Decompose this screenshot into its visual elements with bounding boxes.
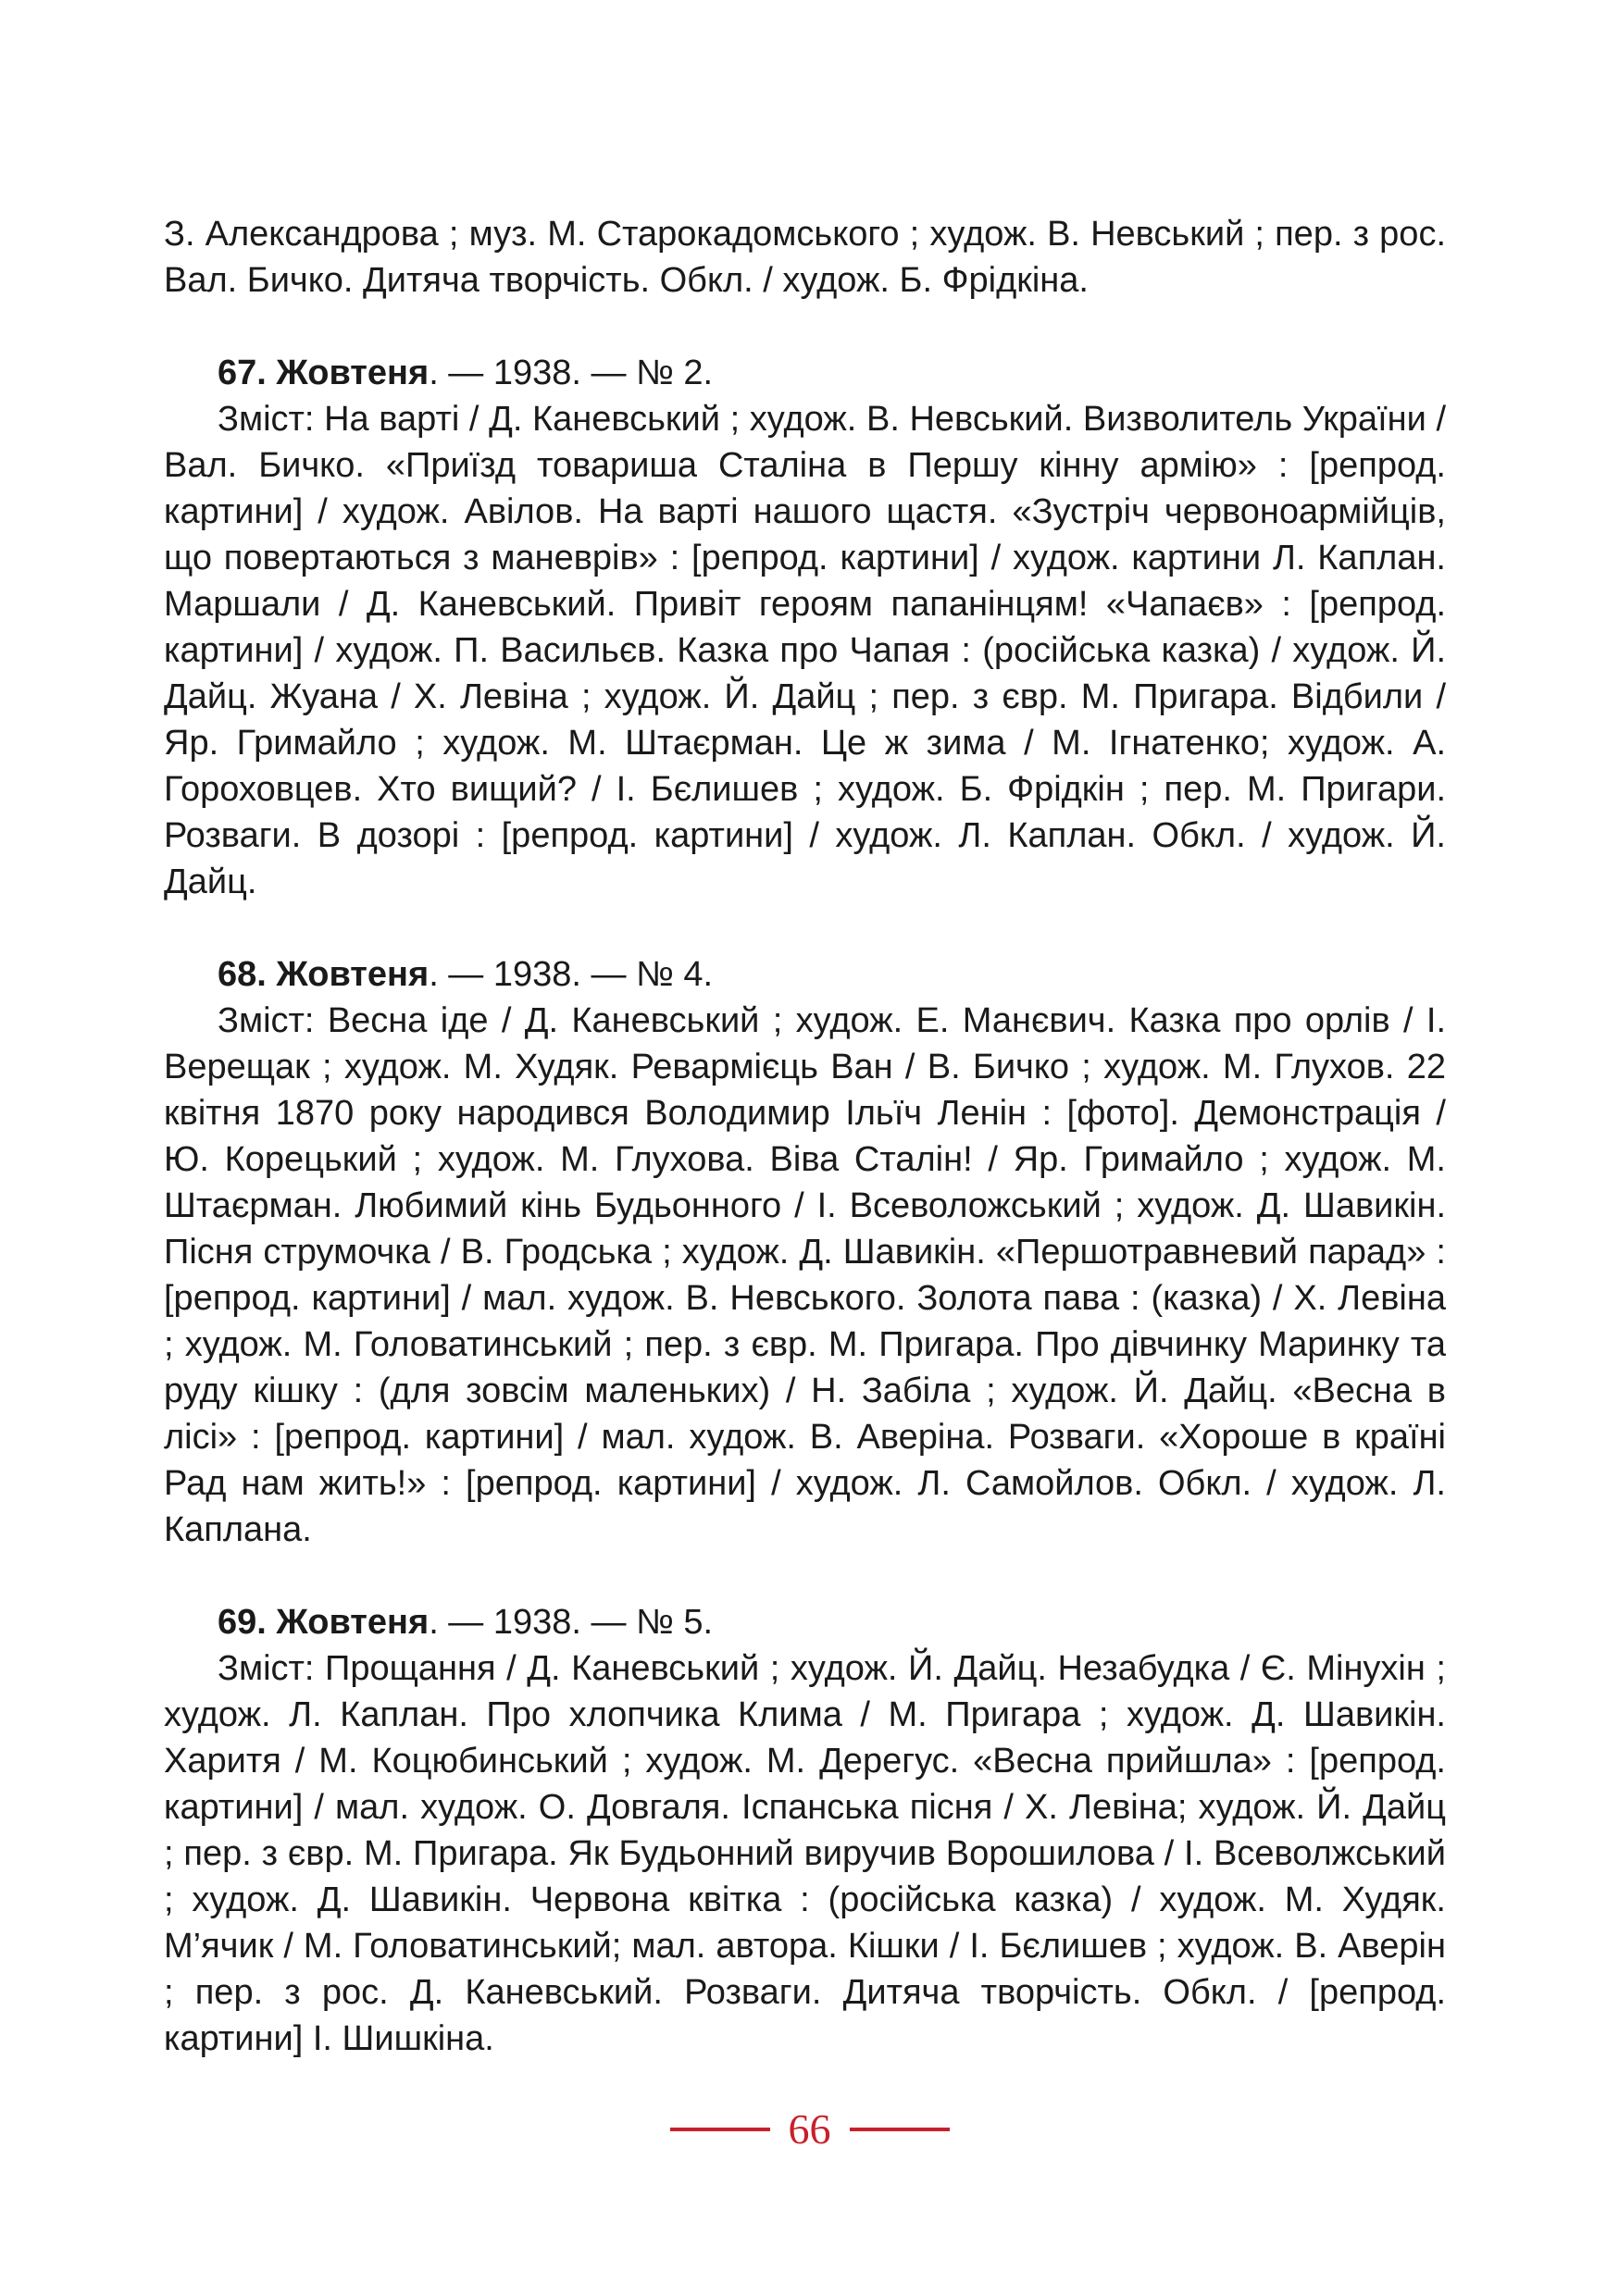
entry-heading — [164, 1599, 1446, 1645]
entry-heading — [164, 350, 1446, 396]
page-footer — [0, 2105, 1619, 2153]
entry-number: 69. — [218, 1603, 267, 1642]
catalog-entry-69 — [164, 1599, 1446, 2062]
catalog-entry-67 — [164, 350, 1446, 905]
entry-contents: Зміст: На варті / Д. Каневський ; худож. В. Невський. Визволитель України / Вал. Бичко. «Приїзд товариша Сталіна в Першу кінну армію» : [репрод. картини] / худож. Авілов. На варті нашого щастя. «Зустріч червоноармійців, що повертаються з маневрів» : [репрод. картини] / худож. картини Л. Каплан. Маршали / Д. Каневський. Привіт героям папанінцям! «Чапаєв» : [репрод. картини] / худож. П. Васильєв. Казка про Чапая : (російська казка) / худож. Й. Дайц. Жуана / Х. Левіна ; худож. Й. Дайц ; пер. з євр. М. Пригара. Відбили / Яр. Гримайло ; худож. М. Штаєрман. Це ж зима / М. Ігнатенко; худож. А. Гороховцев. Хто вищий? / І. Бєлишев ; худож. Б. Фрідкін ; пер. М. Пригари. Розваги. В дозорі : [репрод. картини] / худож. Л. Каплан. Обкл. / худож. Й. Дайц. — [164, 400, 1446, 901]
catalog-entry-68 — [164, 951, 1446, 1553]
footer-rule-right — [850, 2128, 950, 2131]
page-number: 66 — [788, 2105, 831, 2153]
entry-contents: Зміст: Весна іде / Д. Каневський ; худож. Е. Манєвич. Казка про орлів / І. Верещак ; худож. М. Худяк. Ревармієць Ван / В. Бичко ; худож. М. Глухов. 22 квітня 1870 року народився Володимир Ільїч Ленін : [фото]. Демонстрація / Ю. Корецький ; худож. М. Глухова. Віва Сталін! / Яр. Гримайло ; худож. М. Штаєрман. Любимий кінь Будьонного / І. Всеволожський ; худож. Д. Шавикін. Пісня струмочка / В. Гродська ; худож. Д. Шавикін. «Першотравневий парад» : [репрод. картини] / мал. худож. В. Невського. Золота пава : (казка) / Х. Левіна ; худож. М. Головатинський ; пер. з євр. М. Пригара. Про дівчинку Маринку та руду кішку : (для зовсім маленьких) / Н. Забіла ; худож. Й. Дайц. «Весна в лісі» : [репрод. картини] / мал. худож. В. Аверіна. Розваги. «Хороше в країні Рад нам жить!» : [репрод. картини] / худож. Л. Самойлов. Обкл. / худож. Л. Каплана. — [164, 1001, 1446, 1549]
entry-heading — [164, 951, 1446, 998]
entry-details: . — 1938. — № 4. — [429, 955, 714, 994]
entry-details: . — 1938. — № 2. — [429, 354, 714, 392]
entry-contents: Зміст: Прощання / Д. Каневський ; худож. Й. Дайц. Незабудка / Є. Мінухін ; худож. Л. Каплан. Про хлопчика Клима / М. Пригара ; худож. Д. Шавикін. Харитя / М. Коцюбинський ; худож. М. Дерегус. «Весна прийшла» : [репрод. картини] / мал. худож. О. Довгаля. Іспанська пісня / Х. Левіна; худож. Й. Дайц ; пер. з євр. М. Пригара. Як Будьонний виручив Ворошилова / І. Всеволжський ; худож. Д. Шавикін. Червона квітка : (російська казка) / худож. М. Худяк. М’ячик / М. Головатинський; мал. автора. Кішки / І. Бєлишев ; худож. В. Аверін ; пер. з рос. Д. Каневський. Розваги. Дитяча творчість. Обкл. / [репрод. картини] І. Шишкіна. — [164, 1649, 1446, 2058]
footer-rule-left — [670, 2128, 770, 2131]
entry-details: . — 1938. — № 5. — [429, 1603, 714, 1642]
entry-number: 68. — [218, 955, 267, 994]
continuation-text: З. Александрова ; муз. М. Старокадомського ; худож. В. Невський ; пер. з рос. Вал. Бичко. Дитяча творчість. Обкл. / худож. Б. Фрідкіна. — [164, 215, 1446, 300]
entry-number: 67. — [218, 354, 267, 392]
entry-title: Жовтеня — [276, 1603, 430, 1642]
page-body — [164, 211, 1446, 2062]
entry-title: Жовтеня — [276, 955, 430, 994]
entry-title: Жовтеня — [276, 354, 430, 392]
